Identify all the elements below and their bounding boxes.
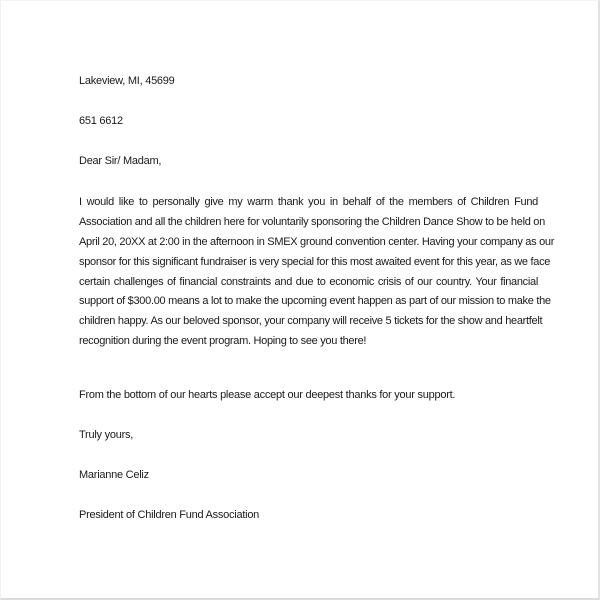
body-paragraph xyxy=(79,193,555,352)
salutation: Dear Sir/ Madam, xyxy=(79,155,162,167)
signer-name: Marianne Celiz xyxy=(79,469,149,481)
closing-paragraph: From the bottom of our hearts please accept our deepest thanks for your support. xyxy=(79,389,456,401)
body-line: Association and all the children here for voluntarily sponsoring the Children Dance Show to be held on xyxy=(79,215,545,228)
phone-number: 651 6612 xyxy=(79,115,123,127)
body-line: certain challenges of financial constraints and due to economic crisis of our country. Your financial xyxy=(79,275,538,288)
body-line: recognition during the event program. Hoping to see you there! xyxy=(79,335,367,348)
body-line: sponsor for this significant fundraiser is very special for this most awaited event for this year, as we face xyxy=(79,255,551,268)
sign-off: Truly yours, xyxy=(79,429,134,441)
body-line: children happy. As our beloved sponsor, your company will receive 5 tickets for the show and heartfelt xyxy=(79,315,543,328)
body-line: I would like to personally give my warm thank you in behalf of the members of Children Fund xyxy=(79,196,538,208)
body-line: April 20, 20XX at 2:00 in the afternoon in SMEX ground convention center. Having your company as our xyxy=(79,235,555,248)
address-line: Lakeview, MI, 45699 xyxy=(79,75,175,87)
body-line: support of $300.00 means a lot to make the upcoming event happen as part of our mission to make the xyxy=(79,295,551,308)
signer-title: President of Children Fund Association xyxy=(79,509,260,521)
